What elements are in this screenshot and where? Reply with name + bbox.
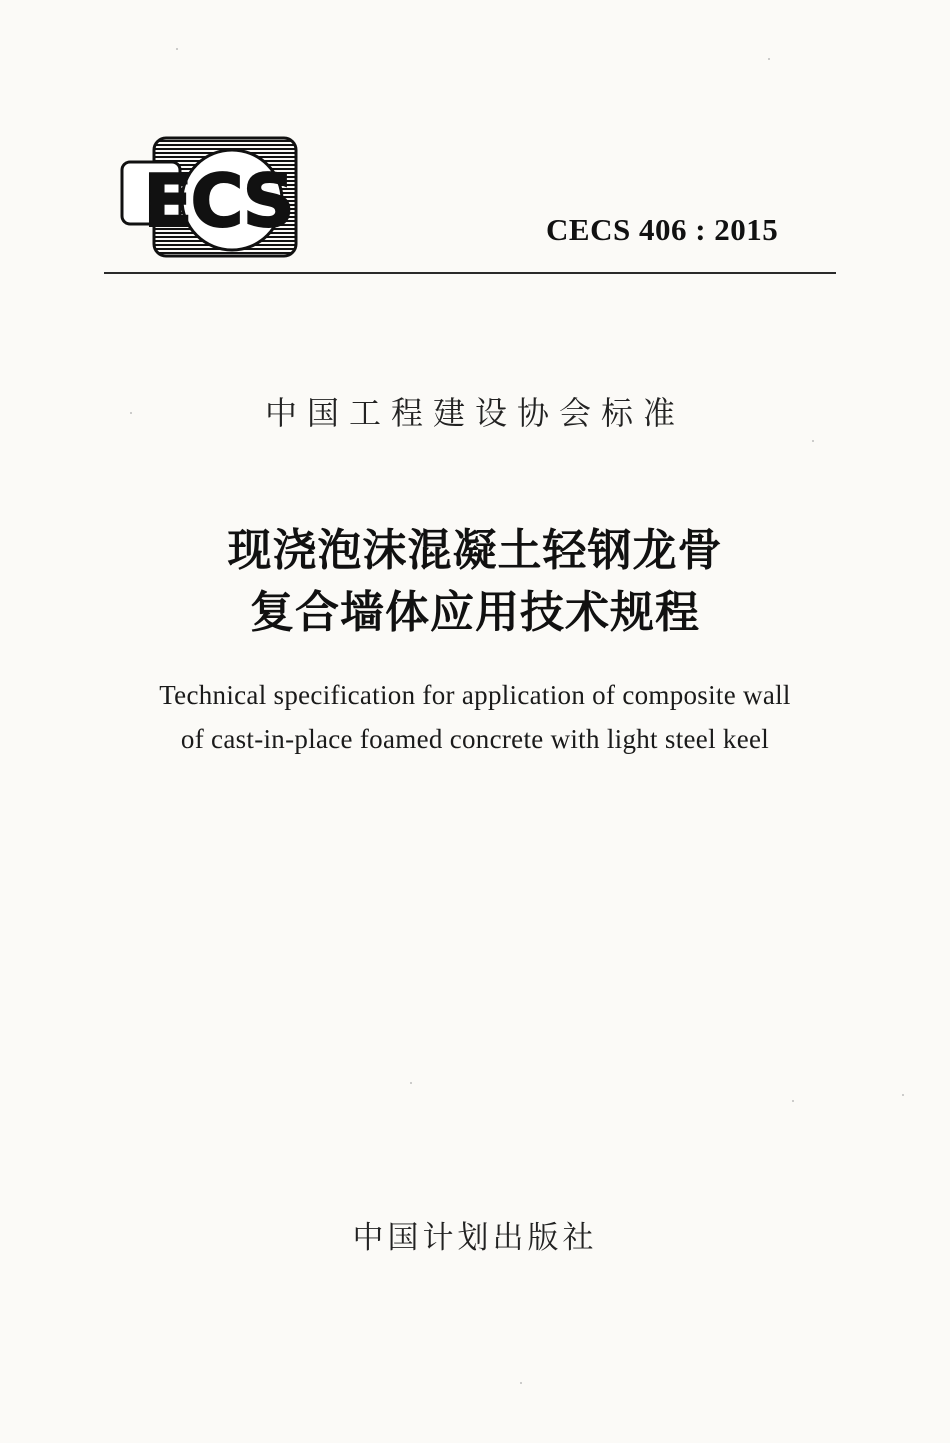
title-chinese-line-2: 复合墙体应用技术规程 xyxy=(250,587,700,638)
association-name: 中国工程建设协会标准 xyxy=(264,394,685,432)
ecs-logo xyxy=(120,136,320,260)
scan-speck xyxy=(520,1382,522,1384)
scan-speck xyxy=(176,48,178,50)
scan-speck xyxy=(812,440,814,442)
header-divider xyxy=(104,272,836,274)
scan-speck xyxy=(410,1082,412,1084)
standard-code: CECS 406 : 2015 xyxy=(546,212,779,247)
logo-text: ECS xyxy=(143,159,293,243)
scan-speck xyxy=(768,58,770,60)
scan-speck xyxy=(902,1094,904,1096)
title-english-line-1: Technical specification for application of composite wall xyxy=(159,680,791,710)
title-chinese-line-1: 现浇泡沫混凝土轻钢龙骨 xyxy=(227,525,723,576)
title-english-line-2: of cast-in-place foamed concrete with light steel keel xyxy=(180,724,770,754)
scan-speck xyxy=(792,1100,794,1102)
publisher-name: 中国计划出版社 xyxy=(352,1220,598,1256)
scan-speck xyxy=(130,412,132,414)
